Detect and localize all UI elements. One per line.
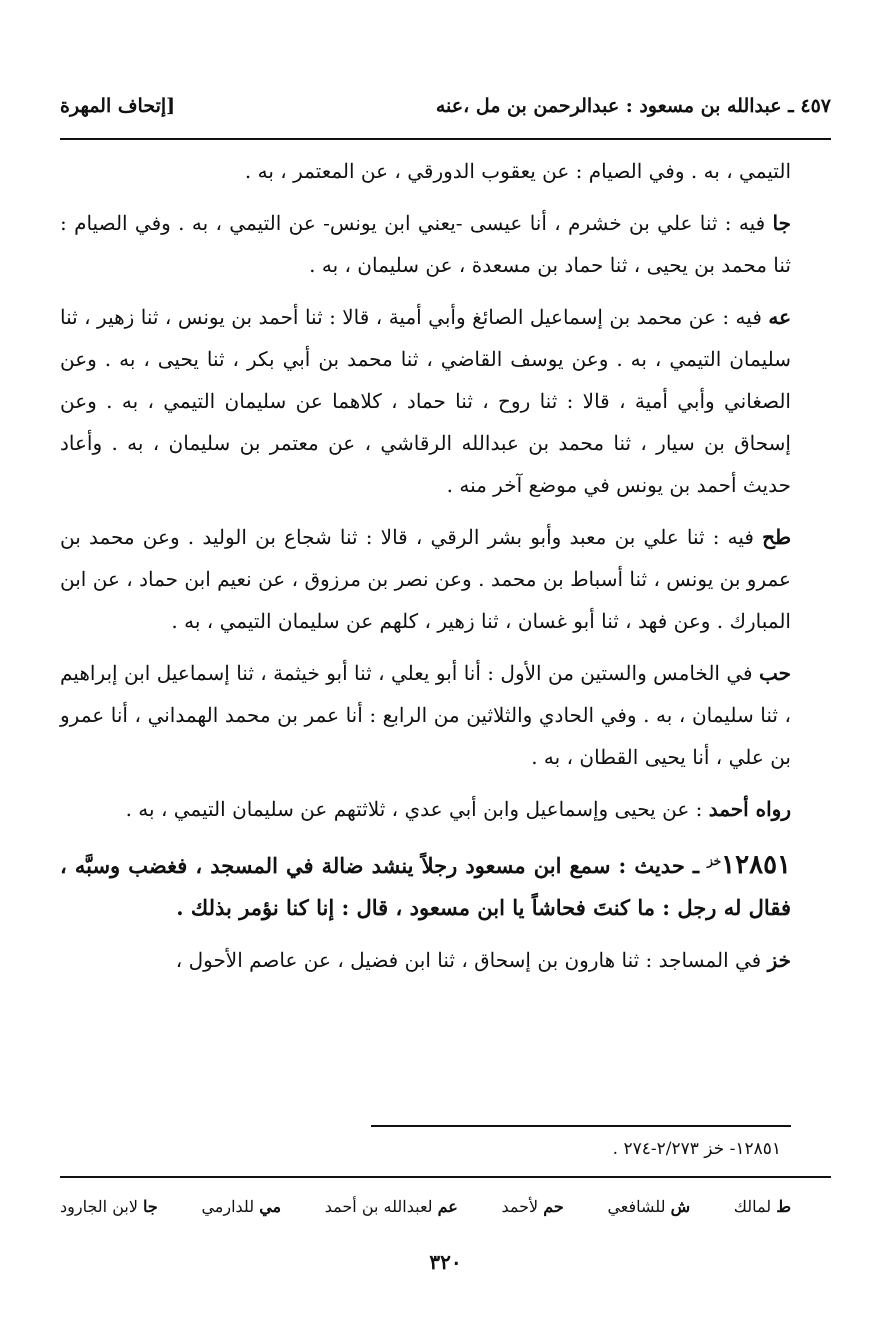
footnote: ١٢٨٥١- خز ٢/٢٧٣-٢٧٤ . xyxy=(612,1139,781,1159)
header-book-title: [إتحاف المهرة xyxy=(60,95,176,117)
paragraph-5 xyxy=(60,652,791,778)
paragraph-lead: حب xyxy=(758,661,791,685)
header-divider xyxy=(60,138,831,140)
paragraph-3 xyxy=(60,296,791,506)
header-chapter-title: ٤٥٧ ـ عبدالله بن مسعود : عبدالرحمن بن مل ،عنه xyxy=(435,95,831,117)
paragraph-4 xyxy=(60,516,791,642)
hadith-text: ـ حديث : سمع ابن مسعود رجلاً ينشد ضالة في المسجد ، فغضب وسبَّه ، فقال له رجل : ما كنتَ فحاشاً يا ابن مسعود ، قال : إنا كنا نؤمر بذلك . xyxy=(60,853,791,920)
paragraph-lead: طح xyxy=(762,525,791,549)
abbrev-item: جا لابن الجارود xyxy=(60,1197,158,1216)
paragraph-lead: عه xyxy=(768,305,791,329)
paragraph-text: في الخامس والستين من الأول : أنا أبو يعلي ، ثنا أبو خيثمة ، ثنا إسماعيل ابن إبراهيم ، ثنا سليمان ، به . وفي الحادي والثلاثين من الرابع : أنا عمر بن محمد الهمداني ، أنا عمرو بن علي ، أنا يحيى القطان ، به . xyxy=(60,661,791,769)
abbrev-item: عم لعبدالله بن أحمد xyxy=(324,1197,458,1216)
abbreviation-key xyxy=(60,1192,791,1222)
paragraph-text: فيه : عن محمد بن إسماعيل الصائغ وأبي أمية ، قالا : ثنا أحمد بن يونس ، ثنا زهير ، ثنا سليمان التيمي ، به . وعن يوسف القاضي ، ثنا محمد بن أبي بكر ، ثنا يحيى ، به . وعن الصغاني وأبي أمية ، قالا : ثنا روح ، ثنا حماد ، كلاهما عن سليمان التيمي ، به . وعن إسحاق بن سيار ، ثنا محمد بن عبدالله الرقاشي ، عن معتمر بن سليمان ، به . وأعاد حديث أحمد بن يونس في موضع آخر منه . xyxy=(60,305,791,497)
paragraph-6 xyxy=(60,788,791,830)
abbreviations-divider xyxy=(60,1176,831,1178)
paragraph-text: فيه : ثنا علي بن خشرم ، أنا عيسى -يعني ابن يونس- عن التيمي ، به . وفي الصيام : ثنا محمد بن يحيى ، ثنا حماد بن مسعدة ، عن سليمان ، به . xyxy=(60,211,791,277)
paragraph-lead: جا xyxy=(772,211,791,235)
paragraph-7 xyxy=(60,939,791,981)
paragraph-lead: خز xyxy=(767,948,791,972)
abbrev-item: مي للدارمي xyxy=(201,1197,282,1216)
hadith-number: ١٢٨٥١ xyxy=(721,850,791,880)
footnote-divider xyxy=(371,1125,791,1127)
abbrev-item: ش للشافعي xyxy=(607,1197,691,1216)
paragraph-2 xyxy=(60,202,791,286)
paragraph-text: في المساجد : ثنا هارون بن إسحاق ، ثنا ابن فضيل ، عن عاصم الأحول ، xyxy=(175,948,768,972)
hadith-entry xyxy=(60,840,791,929)
paragraph-text: فيه : ثنا علي بن معبد وأبو بشر الرقي ، قالا : ثنا شجاع بن الوليد . وعن محمد بن عمرو بن يونس ، ثنا أسباط بن محمد . وعن نصر بن مرزوق ، عن نعيم ابن حماد ، عن ابن المبارك . وعن فهد ، ثنا أبو غسان ، ثنا زهير ، كلهم عن سليمان التيمي ، به . xyxy=(60,525,791,633)
page-number: ٣٢٠ xyxy=(429,1250,462,1274)
page-header xyxy=(60,86,831,126)
paragraph-1 xyxy=(60,150,791,192)
paragraph-lead: رواه أحمد xyxy=(708,797,791,821)
main-text xyxy=(60,150,791,991)
hadith-marker: خز xyxy=(707,854,722,868)
paragraph-text: التيمي ، به . وفي الصيام : عن يعقوب الدورقي ، عن المعتمر ، به . xyxy=(244,159,791,183)
paragraph-text: : عن يحيى وإسماعيل وابن أبي عدي ، ثلاثتهم عن سليمان التيمي ، به . xyxy=(125,797,709,821)
abbrev-item: ط لمالك xyxy=(733,1197,791,1216)
abbrev-item: حم لأحمد xyxy=(501,1197,564,1216)
